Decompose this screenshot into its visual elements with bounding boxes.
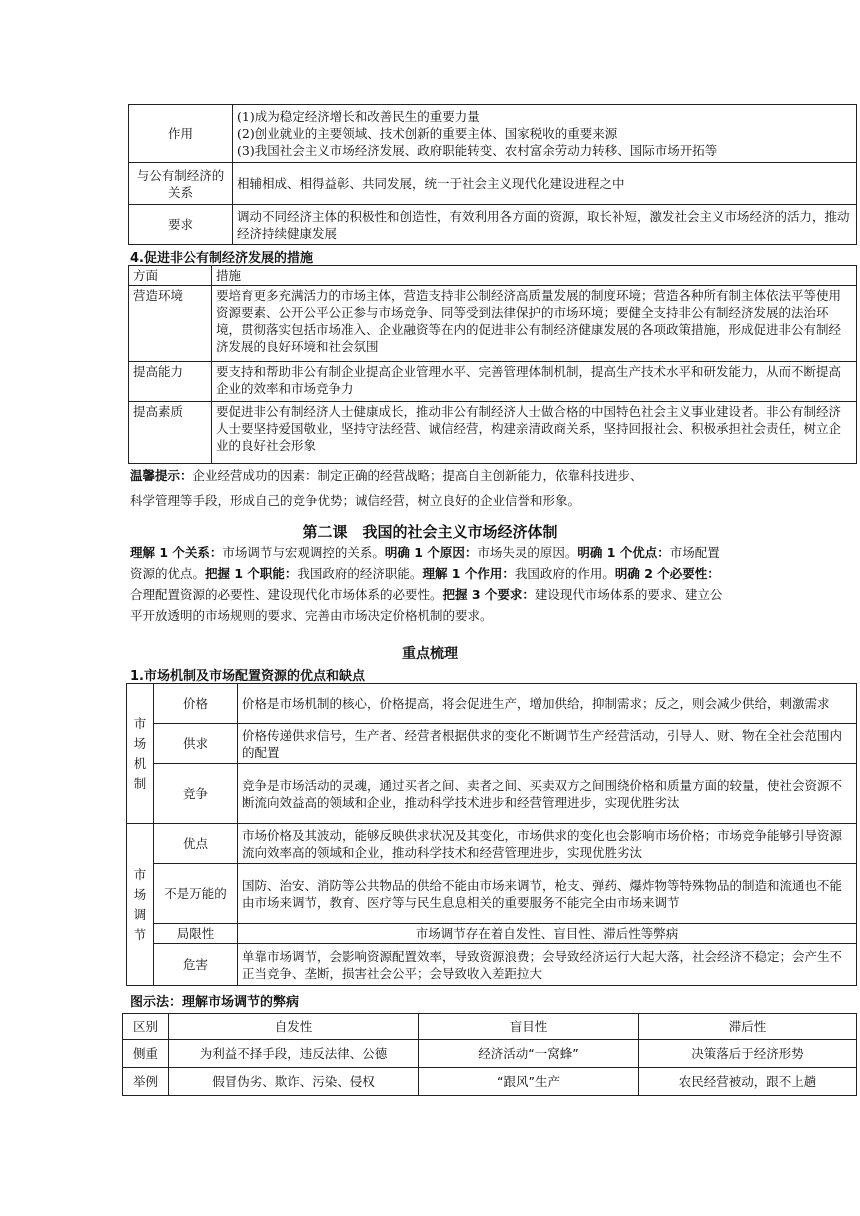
objective-label: 把握 3 个要求：: [442, 587, 535, 602]
row-content: 调动不同经济主体的积极性和创造性，有效利用各方面的资源，取长补短，激发社会主义市场经济的活力，推动经济持续健康发展: [233, 205, 857, 245]
tip-text: 科学管理等手段，形成自己的竞争优势；诚信经营，树立良好的企业信誉和形象。: [130, 493, 581, 508]
row-label: 价格: [154, 684, 238, 724]
column-header: 方面: [129, 266, 212, 286]
table-cell: 侧重: [123, 1040, 169, 1068]
table-cell: “跟风”生产: [419, 1068, 639, 1096]
row-content: 竞争是市场活动的灵魂，通过买者之间、卖者之间、买卖双方之间围绕价格和质量方面的较量，使社会资源不断流向效益高的领域和企业，推动科学技术进步和经营管理进步，实现优胜劣汰: [238, 764, 857, 824]
row-content: 要支持和帮助非公有制企业提高企业管理水平、完善管理体制机制，提高生产技术水平和研发能力，从而不断提高企业的效率和市场竞争力: [212, 362, 857, 402]
row-content: 要促进非公有制经济人士健康成长，推动非公有制经济人士做合格的中国特色社会主义事业建设者。非公有制经济人士要坚持爱国敬业，坚持守法经营、诚信经营，构建亲清政商关系，坚持回报社会、积极承担社会责任，树立企业的良好社会形象: [212, 402, 857, 464]
row-label: 营造环境: [129, 286, 212, 362]
table-header-row: [123, 1014, 857, 1040]
section-heading: 1.市场机制及市场配置资源的优点和缺点: [130, 669, 365, 684]
table-row: [127, 764, 857, 824]
table-cell: 假冒伪劣、欺诈、污染、侵权: [169, 1068, 419, 1096]
row-label: 提高能力: [129, 362, 212, 402]
table-row: [127, 824, 857, 864]
tip-text: 企业经营成功的因素：制定正确的经营战略；提高自主创新能力，依靠科技进步、: [192, 468, 643, 483]
content-line: (2)创业就业的主要领域、技术创新的重要主体、国家税收的重要来源: [237, 126, 618, 141]
row-label: 不是万能的: [154, 864, 238, 924]
group-label: 市场调节: [127, 824, 154, 986]
row-content: 相辅相成、相得益彰、共同发展，统一于社会主义现代化建设进程之中: [233, 163, 857, 205]
objective-label: 把握 1 个职能：: [205, 566, 298, 581]
table-row: [127, 944, 857, 986]
objective-label: 理解 1 个作用：: [422, 566, 515, 581]
content-line: (1)成为稳定经济增长和改善民生的重要力量: [237, 109, 480, 124]
objective-text: 我国政府的作用。: [514, 566, 615, 581]
row-content: 价格是市场机制的核心，价格提高，将会促进生产，增加供给，抑制需求；反之，则会减少供给，刺激需求: [238, 684, 857, 724]
table-cell: 农民经营被动，跟不上趟: [639, 1068, 857, 1096]
table-row: [129, 105, 857, 163]
market-mechanism-table: [126, 683, 857, 986]
column-header: 自发性: [169, 1014, 419, 1040]
objective-label: 明确 1 个优点：: [577, 545, 670, 560]
row-label: 危害: [154, 944, 238, 986]
row-label: 局限性: [154, 924, 238, 944]
column-header: 盲目性: [419, 1014, 639, 1040]
objective-text: 市场配置资源的优点。: [130, 545, 720, 581]
table-row: [123, 1040, 857, 1068]
table-row: [127, 724, 857, 764]
objective-label: 明确 1 个原因：: [384, 545, 478, 560]
objective-label: 明确 2 个必要性：: [614, 566, 720, 581]
table-row: [127, 684, 857, 724]
table-row: [127, 924, 857, 944]
row-content: 单靠市场调节，会影响资源配置效率，导致资源浪费；会导致经济运行大起大落，社会经济不稳定；会产生不正当竞争、垄断，损害社会公平；会导致收入差距拉大: [238, 944, 857, 986]
table-row: [123, 1068, 857, 1096]
non-public-economy-table: [128, 104, 857, 245]
row-label: 优点: [154, 824, 238, 864]
table-header-row: [129, 266, 857, 286]
row-content: 市场调节存在着自发性、盲目性、滞后性等弊病: [238, 924, 857, 944]
lesson-objectives: [130, 542, 732, 626]
objective-text: 我国政府的经济职能。: [297, 566, 423, 581]
content-line: (3)我国社会主义市场经济发展、政府职能转变、农村富余劳动力转移、国际市场开拓等: [237, 143, 718, 158]
row-label: 要求: [129, 205, 233, 245]
row-content: 市场价格及其波动，能够反映供求状况及其变化，市场供求的变化也会影响市场价格；市场竞争能够引导资源流向效率高的领域和企业，推动科学技术和经营管理进步，实现优胜劣汰: [238, 824, 857, 864]
table-cell: 经济活动“一窝蜂”: [419, 1040, 639, 1068]
section-heading: 4.促进非公有制经济发展的措施: [130, 251, 313, 266]
column-header: 措施: [212, 266, 857, 286]
section-heading: 图示法：理解市场调节的弊病: [130, 995, 300, 1010]
table-row: [127, 864, 857, 924]
objective-label: 理解 1 个关系：: [130, 545, 223, 560]
row-label: 供求: [154, 724, 238, 764]
objective-text: 合理配置资源的必要性、建设现代化市场体系的必要性。: [130, 587, 443, 602]
objective-text: 建设现代市场体系的要求、建立公平开放透明的市场规则的要求、完善由市场决定价格机制的要求。: [130, 587, 723, 623]
row-label: 作用: [129, 105, 233, 163]
measures-table: [128, 265, 857, 464]
table-cell: 举例: [123, 1068, 169, 1096]
table-cell: 为利益不择手段，违反法律、公德: [169, 1040, 419, 1068]
row-content: 价格传递供求信号，生产者、经营者根据供求的变化不断调节生产经营活动，引导人、财、物在全社会范围内的配置: [238, 724, 857, 764]
table-cell: 决策落后于经济形势: [639, 1040, 857, 1068]
lesson-title: 第二课 我国的社会主义市场经济体制: [302, 523, 558, 541]
key-points-title: 重点梳理: [402, 646, 458, 662]
row-content: 国防、治安、消防等公共物品的供给不能由市场来调节，枪支、弹药、爆炸物等特殊物品的制造和流通也不能由市场来调节，教育、医疗等与民生息息相关的重要服务不能完全由市场来调节: [238, 864, 857, 924]
table-row: [129, 362, 857, 402]
objective-text: 市场调节与宏观调控的关系。: [222, 545, 385, 560]
row-label: 与公有制经济的关系: [129, 163, 233, 205]
row-label: 竞争: [154, 764, 238, 824]
tip-block: [130, 466, 850, 510]
tip-label: 温馨提示：: [130, 468, 193, 483]
row-content: [233, 105, 857, 163]
table-row: [129, 402, 857, 464]
group-label: 市场机制: [127, 684, 154, 824]
table-row: [129, 205, 857, 245]
objective-text: 市场失灵的原因。: [477, 545, 578, 560]
table-row: [129, 163, 857, 205]
row-content: 要培育更多充满活力的市场主体，营造支持非公制经济高质量发展的制度环境；营造各种所有制主体依法平等使用资源要素、公开公平公正参与市场竞争、同等受到法律保护的市场环境；要健全支持非公有制经济发展的法治环境，贯彻落实包括市场准入、企业融资等在内的促进非公有制经济健康发展的各项政策措施，形成促进非公有制经济发展的良好环境和社会氛围: [212, 286, 857, 362]
market-drawbacks-table: [122, 1013, 857, 1096]
row-label: 提高素质: [129, 402, 212, 464]
table-row: [129, 286, 857, 362]
column-header: 区别: [123, 1014, 169, 1040]
column-header: 滞后性: [639, 1014, 857, 1040]
